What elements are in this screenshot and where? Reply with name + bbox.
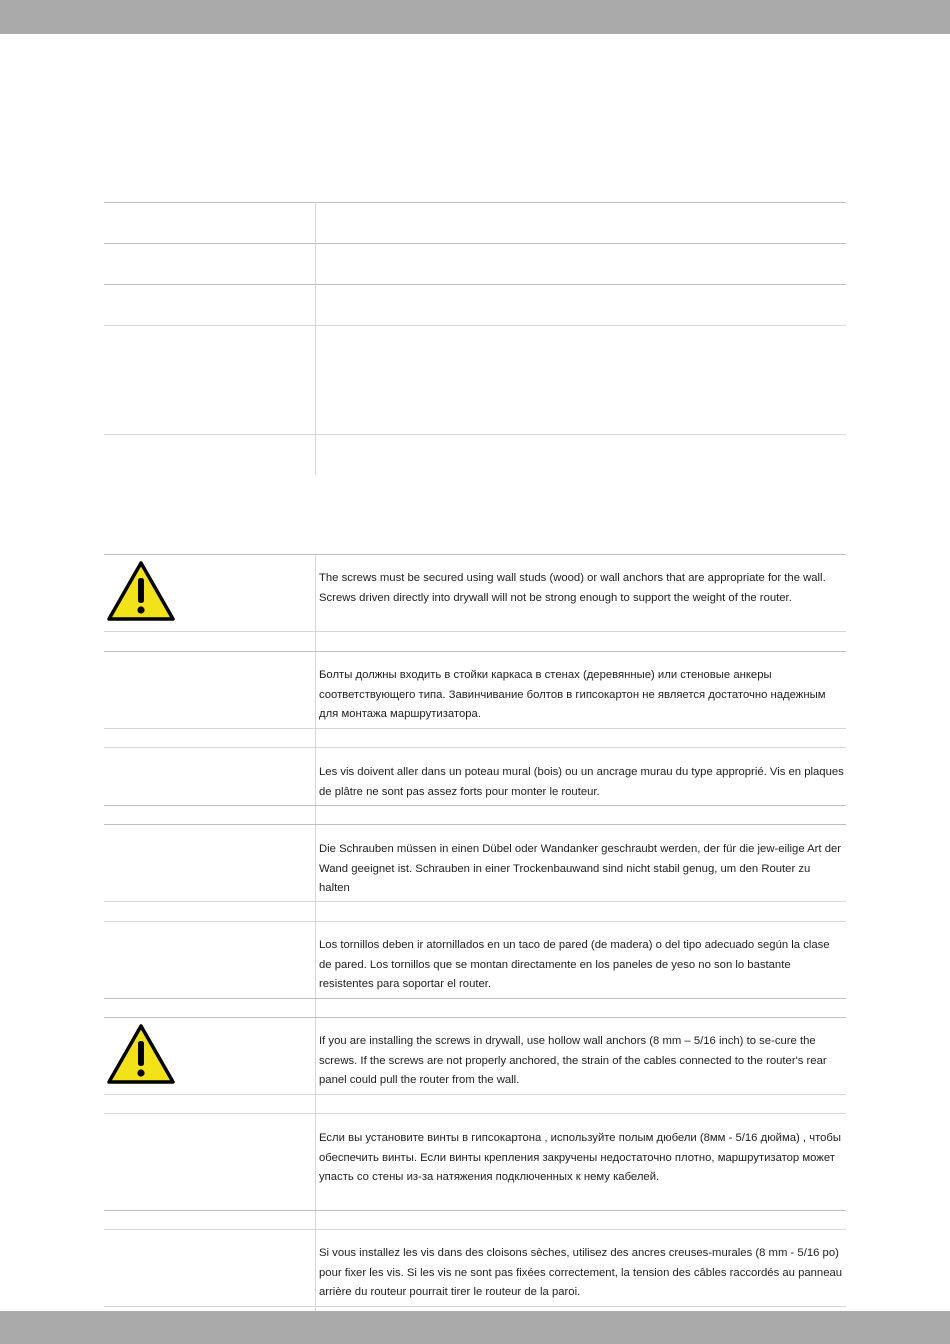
table-rule: [104, 1210, 846, 1211]
note-wall-studs-ru: Болты должны входить в стойки каркаса в стенах (деревянные) или стеновые анкеры соответствующего типа. Завинчивание болтов в гипсокартон не является достаточно надежным для монтажа маршрутизатора.: [319, 669, 826, 720]
table-rule: [104, 921, 846, 922]
table-rule: [104, 325, 846, 326]
note-wall-studs-fr: Les vis doivent aller dans un poteau mural (bois) ou un ancrage murau du type approprié. Vis en plaques de plâtre ne sont pas assez forts pour monter le routeur.: [319, 766, 844, 798]
note-wall-studs-es: Los tornillos deben ir atornillados en un taco de pared (de madera) o del tipo adecuado según la clase de pared. Los tornillos que se montan directamente en los paneles de yeso no son lo bastante resistentes para soportar el router.: [319, 939, 830, 990]
table-rule: [104, 651, 846, 652]
table-rule: [104, 1017, 846, 1018]
table-rule: [104, 805, 846, 806]
column-divider: [315, 554, 316, 1311]
warning-triangle-icon: [107, 1024, 175, 1084]
top-header-bar: [0, 0, 950, 34]
table-rule: [104, 1229, 846, 1230]
table-rule: [104, 1306, 846, 1307]
table-rule: [104, 728, 846, 729]
table-rule: [104, 434, 846, 435]
table-rule: [104, 901, 846, 902]
note-drywall-ru: Если вы установите винты в гипсокартона , используйте полым дюбели (8мм - 5/16 дюйма) , чтобы обеспечить винты. Если винты крепления закручены недостаточно плотно, маршрутизатор может упасть со стены из-за натяжения подключенных к нему кабелей.: [319, 1132, 842, 1183]
bottom-footer-bar: [0, 1311, 950, 1344]
table-rule: [104, 202, 846, 203]
column-divider: [315, 202, 316, 475]
table-rule: [104, 284, 846, 285]
note-wall-studs-en: The screws must be secured using wall studs (wood) or wall anchors that are appropriate for the wall. Screws driven directly into drywall will not be strong enough to support the weight of the router.: [319, 572, 826, 604]
table-rule: [104, 631, 846, 632]
table-rule: [104, 747, 846, 748]
table-rule: [104, 1113, 846, 1114]
warning-triangle-icon: [107, 561, 175, 621]
table-rule: [104, 1094, 846, 1095]
table-rule: [104, 824, 846, 825]
note-drywall-fr: Si vous installez les vis dans des cloisons sèches, utilisez des ancres creuses-murales (8 mm - 5/16 po) pour fixer les vis. Si les vis ne sont pas fixées correctement, la tension des câbles raccordés au panneau arrière du routeur pourrait tirer le routeur de la paroi.: [319, 1247, 843, 1298]
table-rule: [104, 554, 846, 555]
note-wall-studs-de: Die Schrauben müssen in einen Dübel oder Wandanker geschraubt werden, der für die jew-eilige Art der Wand geeignet ist. Schrauben in einer Trockenbauwand sind nicht stabil genug, um den Router zu halten: [319, 843, 842, 894]
table-rule: [104, 243, 846, 244]
note-drywall-en: If you are installing the screws in drywall, use hollow wall anchors (8 mm – 5/16 inch) to se-cure the screws. If the screws are not properly anchored, the strain of the cables connected to the router's rear panel could pull the router from the wall.: [319, 1035, 827, 1086]
table-rule: [104, 998, 846, 999]
